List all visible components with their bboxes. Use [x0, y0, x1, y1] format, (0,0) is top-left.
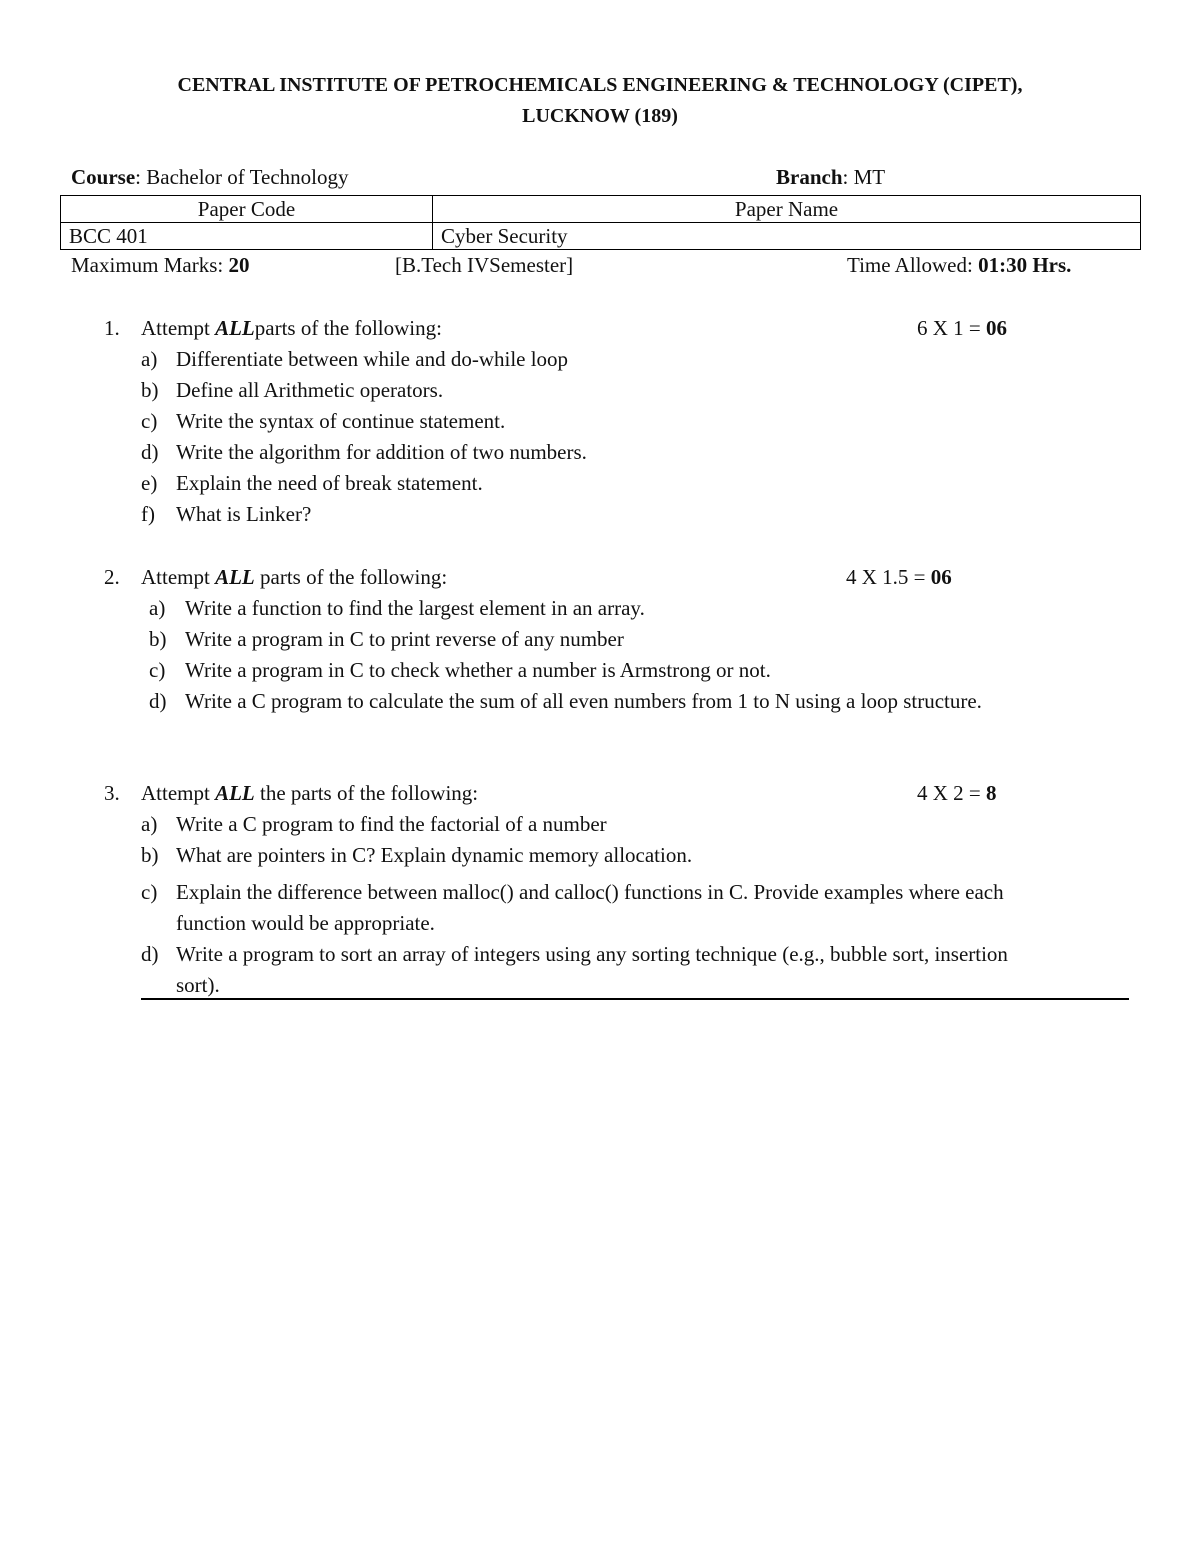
part-text: Explain the difference between malloc() and calloc() functions in C. Provide examples where each [176, 880, 1004, 904]
emphasis-all: ALL [215, 565, 255, 589]
part-text: Write the syntax of continue statement. [176, 409, 506, 433]
part-text: What are pointers in C? Explain dynamic memory allocation. [176, 843, 693, 867]
part-label: a) [141, 347, 158, 371]
part-label: c) [149, 658, 166, 682]
table-header-row [61, 196, 1141, 223]
emphasis-all: ALL [215, 781, 255, 805]
branch-value: : MT [842, 165, 886, 189]
emphasis-all: ALL [215, 316, 255, 340]
paper-code-header: Paper Code [61, 196, 433, 223]
part-text: Write a C program to calculate the sum of all even numbers from 1 to N using a loop structure. [185, 689, 982, 713]
part-label: a) [149, 596, 166, 620]
part-text: Write a program in C to check whether a number is Armstrong or not. [185, 658, 771, 682]
semester: [B.Tech IVSemester] [395, 253, 574, 277]
part-label: e) [141, 471, 158, 495]
question-instruction: Attempt ALL parts of the following: [141, 565, 448, 589]
institute-location: LUCKNOW (189) [522, 105, 678, 127]
part-text: Explain the need of break statement. [176, 471, 483, 495]
institute-title: CENTRAL INSTITUTE OF PETROCHEMICALS ENGINEERING & TECHNOLOGY (CIPET), [177, 74, 1023, 96]
part-text: Write a program in C to print reverse of any number [185, 627, 624, 651]
question-marks: 4 X 2 = 8 [917, 781, 997, 805]
time-value: 01:30 Hrs. [978, 253, 1072, 277]
question-instruction: Attempt ALL the parts of the following: [141, 781, 479, 805]
max-marks [71, 253, 250, 278]
part-text: Write the algorithm for addition of two numbers. [176, 440, 587, 464]
part-label: b) [141, 843, 159, 867]
branch-label: Branch [776, 165, 843, 189]
question-number: 1. [104, 316, 120, 340]
course-value: : Bachelor of Technology [135, 165, 349, 189]
part-label: d) [141, 440, 159, 464]
part-label: b) [149, 627, 167, 651]
question-number: 2. [104, 565, 120, 589]
course-line [71, 165, 349, 190]
paper-table [60, 195, 1141, 250]
end-rule [141, 998, 1129, 1000]
paper-name-header: Paper Name [433, 196, 1141, 223]
part-text-continued: function would be appropriate. [176, 911, 435, 935]
part-text: What is Linker? [176, 502, 312, 526]
part-label: c) [141, 409, 158, 433]
time-allowed [847, 253, 1071, 278]
part-text: Write a function to find the largest element in an array. [185, 596, 645, 620]
part-text: Write a C program to find the factorial of a number [176, 812, 607, 836]
part-label: d) [141, 942, 159, 966]
part-text: Define all Arithmetic operators. [176, 378, 444, 402]
question-marks: 6 X 1 = 06 [917, 316, 1008, 340]
part-label: b) [141, 378, 159, 402]
time-label: Time Allowed: [847, 253, 979, 277]
part-label: c) [141, 880, 158, 904]
table-row [61, 223, 1141, 250]
part-text: Differentiate between while and do-while loop [176, 347, 569, 371]
part-label: f) [141, 502, 155, 526]
part-text-continued: sort). [176, 973, 220, 997]
paper-code-cell: BCC 401 [61, 223, 433, 250]
max-marks-label: Maximum Marks: [71, 253, 229, 277]
branch-line [776, 165, 885, 190]
question-marks: 4 X 1.5 = 06 [846, 565, 952, 589]
paper-name-cell: Cyber Security [433, 223, 1141, 250]
course-label: Course [71, 165, 136, 189]
part-label: d) [149, 689, 167, 713]
part-text: Write a program to sort an array of integers using any sorting technique (e.g., bubble sort, insertion [176, 942, 1008, 966]
question-number: 3. [104, 781, 120, 805]
max-marks-value: 20 [228, 253, 250, 277]
part-label: a) [141, 812, 158, 836]
question-instruction: Attempt ALLparts of the following: [141, 316, 442, 340]
